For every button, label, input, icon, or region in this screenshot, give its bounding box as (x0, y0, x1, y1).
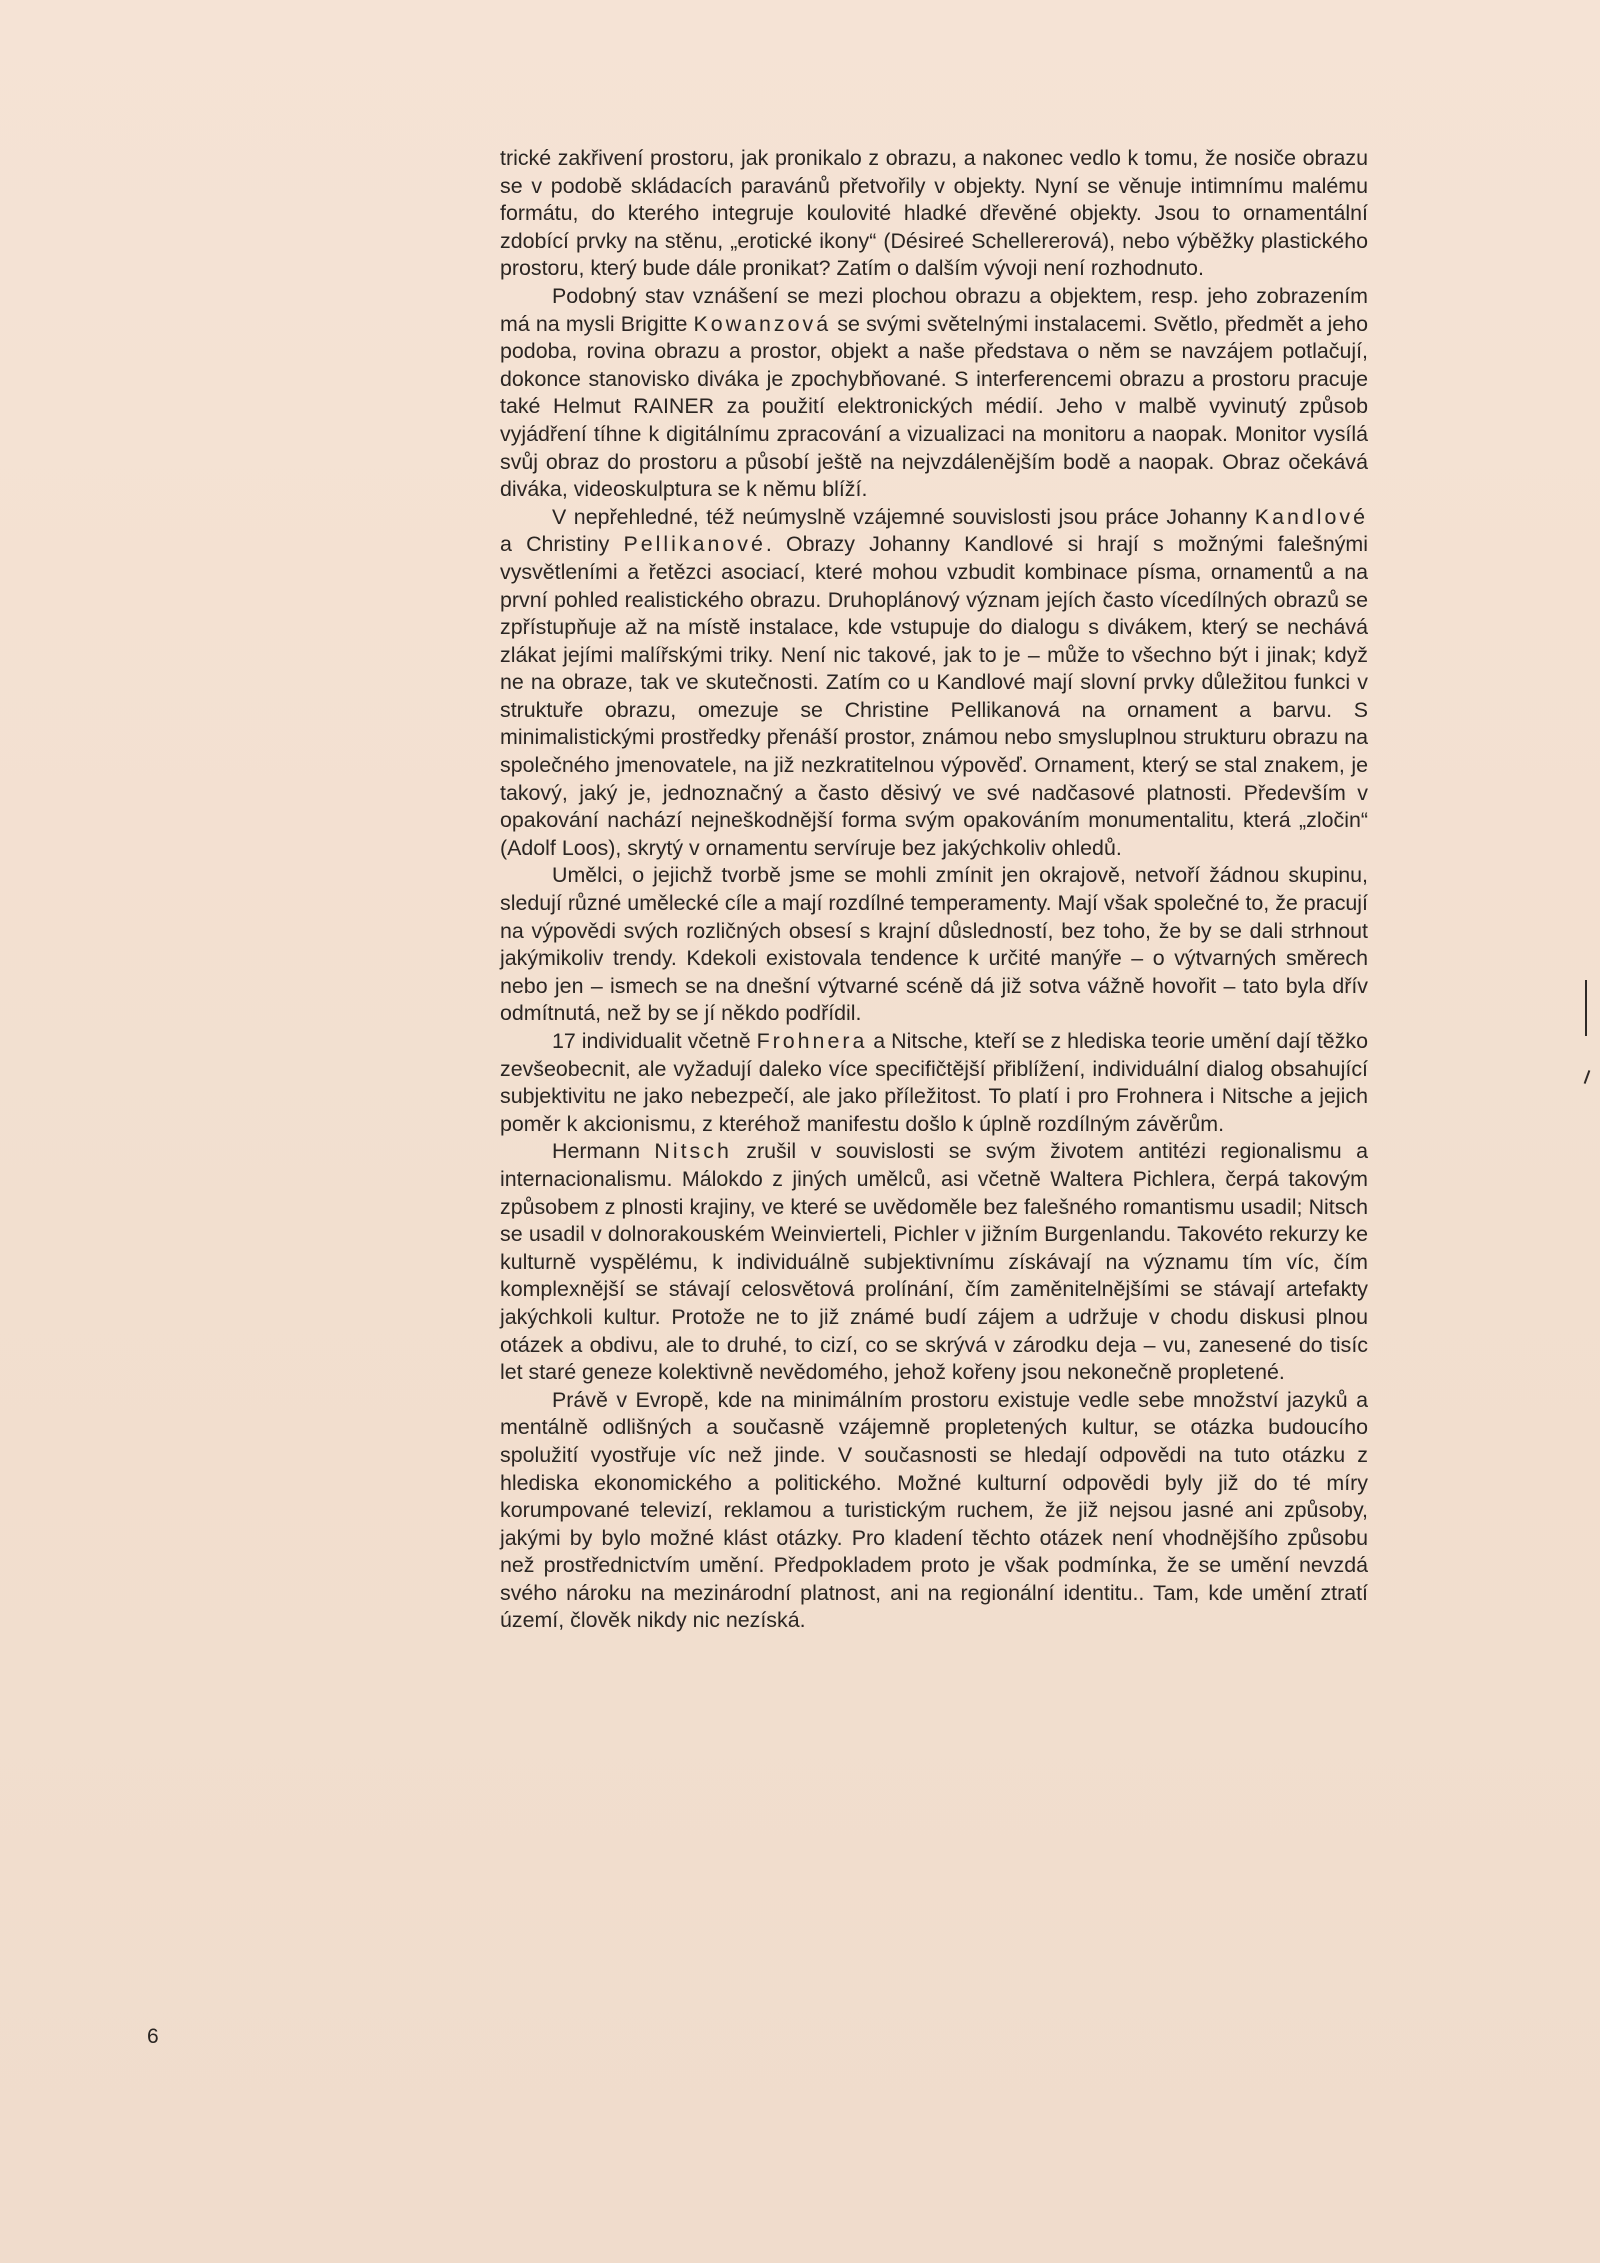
text-run: trické zakřivení prostoru, jak pronikalo z obrazu, a nakonec vedlo k tomu, že nosiče obrazu se v podobě skládacích paravánů přetvořily v objekty. Nyní se věnuje intimnímu malému formátu, do kterého integruje koulovité hladké dřevěné objekty. Jsou to ornamentální zdobící prvky na stěnu, „erotické ikony“ (Désireé Schellererová), nebo výběžky plastického prostoru, který bude dále pronikat? Zatím o dalším vývoji není rozhodnuto. (500, 146, 1368, 281)
text-run: Umělci, o jejichž tvorbě jsme se mohli zmínit jen okrajově, netvoří žádnou skupinu, sledují různé umělecké cíle a mají rozdílné temperamenty. Mají však společné to, že pracují na výpovědi svých rozličných obsesí s krajní důsledností, bez toho, že by se dali strhnout jakýmikoliv trendy. Kdekoli existovala tendence k určité manýře – o výtvarných směrech nebo jen – ismech se na dnešní výtvarné scéně dá již sotva vážně hovořit – tato byla dřív odmítnutá, než by se jí někdo podřídil. (500, 863, 1368, 1026)
text-run: Hermann (552, 1139, 655, 1164)
text-run: . Obrazy Johanny Kandlové si hrají s možnými falešnými vysvětleními a řetězci asociací, které mohou vzbudit kombinace písma, ornamentů a na první pohled realistického obrazu. Druhoplánový význam jejích často vícedílných obrazů se zpřístupňuje až na místě instalace, kde vstupuje do dialogu s divákem, který se nechává zlákat jejími malířskými triky. Není nic takové, jak to je – může to všechno být i jinak; když ne na obraze, tak ve skutečnosti. Zatím co u Kandlové mají slovní prvky důležitou funkci v struktuře obrazu, omezuje se Christine Pellikanová na ornament a barvu. S minimalistickými prostředky přenáší prostor, známou nebo smysluplnou strukturu obrazu na společného jmenovatele, na již nezkratitelnou výpověď. Ornament, který se stal znakem, je takový, jaký je, jednoznačný a často děsivý ve své nadčasové platnosti. Především v opakování nachází nejneškodnější forma svým opakováním monumentalitu, která „zločin“ (Adolf Loos), skrytý v ornamentu servíruje bez jakýchkoliv ohledů. (500, 532, 1368, 860)
margin-bracket-mark (1585, 980, 1587, 1036)
paragraph (500, 504, 1368, 863)
paragraph (500, 1138, 1368, 1386)
text-run: Právě v Evropě, kde na minimálním prostoru existuje vedle sebe množství jazyků a mentálně odlišných a současně vzájemně propletených kultur, se otázka budoucího spolužití vyostřuje víc než jinde. V současnosti se hledají odpovědi na tuto otázku z hlediska ekonomického a politického. Možné kulturní odpovědi byly již do té míry korumpované televizí, reklamou a turistickým ruchem, že již nejsou jasné ani způsoby, jakými by bylo možné klást otázky. Pro kladení těchto otázek není vhodnějšího způsobu než prostřednictvím umění. Předpokladem proto je však podmínka, že se umění nevzdá svého nároku na mezinárodní platnost, ani na regionální identitu.. Tam, kde umění ztratí území, člověk nikdy nic nezíská. (500, 1387, 1368, 1633)
text-run: V nepřehledné, též neúmyslně vzájemné souvislosti jsou práce Johanny (552, 504, 1255, 529)
margin-tick-mark (1584, 1070, 1591, 1084)
text-run: Podobný stav vznášení se mezi plochou obrazu a objektem, resp. jeho zobrazením má na mysli Brigitte (500, 283, 1368, 336)
text-run: zrušil v souvislosti se svým životem antitézi regionalismu a internacionalismu. Málokdo z jiných umělců, asi včetně Waltera Pichlera, čerpá takovým způsobem z plnosti krajiny, ve které se uvědoměle bez falešného romantismu usadil; Nitsch se usadil v dolnorakouském Weinvierteli, Pichler v jižním Burgenlandu. Takovéto rekurzy ke kulturně vyspělému, k individuálně subjektivnímu získávají na významu tím víc, čím komplexnější se stávají celosvětová prolínání, čím zaměnitelnějšími se stávají artefakty jakýchkoli kultur. Protože ne to již známé budí zájem a udržuje v chodu diskusi plnou otázek a obdivu, ale to druhé, to cizí, co se skrývá v zárodku deja – vu, zanesené do tisíc let staré geneze kolektivně nevědomého, jehož kořeny jsou nekonečně propletené. (500, 1139, 1369, 1385)
paragraph (500, 862, 1368, 1028)
page-number: 6 (147, 2025, 159, 2048)
paragraph (500, 283, 1368, 504)
paragraph (500, 145, 1368, 283)
spaced-name: Nitsch (654, 1139, 732, 1164)
spaced-name: Kandlové (1254, 504, 1368, 529)
spaced-name: Pellikanové (623, 532, 766, 557)
text-run: a Nitsche, kteří se z hlediska teorie umění dají těžko zevšeobecnit, ale vyžadují daleko více specifičtější přiblížení, individuální dialog obsahující subjektivitu ne jako nebezpečí, ale jako příležitost. To platí i pro Frohnera i Nitsche a jejich poměr k akcionismu, z kteréhož manifestu došlo k úplně rozdílným závěrům. (500, 1029, 1368, 1136)
paragraph (500, 1028, 1368, 1138)
body-text (500, 145, 1368, 1635)
spaced-name: Kowanzová (693, 311, 832, 336)
text-run: a Christiny (500, 532, 624, 557)
spaced-name: Frohnera (756, 1029, 868, 1053)
text-run: se svými světelnými instalacemi. Světlo, předmět a jeho podoba, rovina obrazu a prostor, objekt a naše představa o něm se navzájem potlačují, dokonce stanovisko diváka je zpochybňované. S interferencemi obrazu a prostoru pracuje také Helmut RAINER za použití elektronických médií. Jeho v malbě vyvinutý způsob vyjádření tíhne k digitálnímu zpracování a vizualizaci na monitoru a naopak. Monitor vysílá svůj obraz do prostoru a působí ještě na nejvzdálenějším bodě a naopak. Obraz očekává diváka, videoskulptura se k němu blíží. (500, 311, 1368, 502)
paragraph (500, 1387, 1368, 1635)
text-run: 17 individualit včetně (552, 1029, 757, 1053)
